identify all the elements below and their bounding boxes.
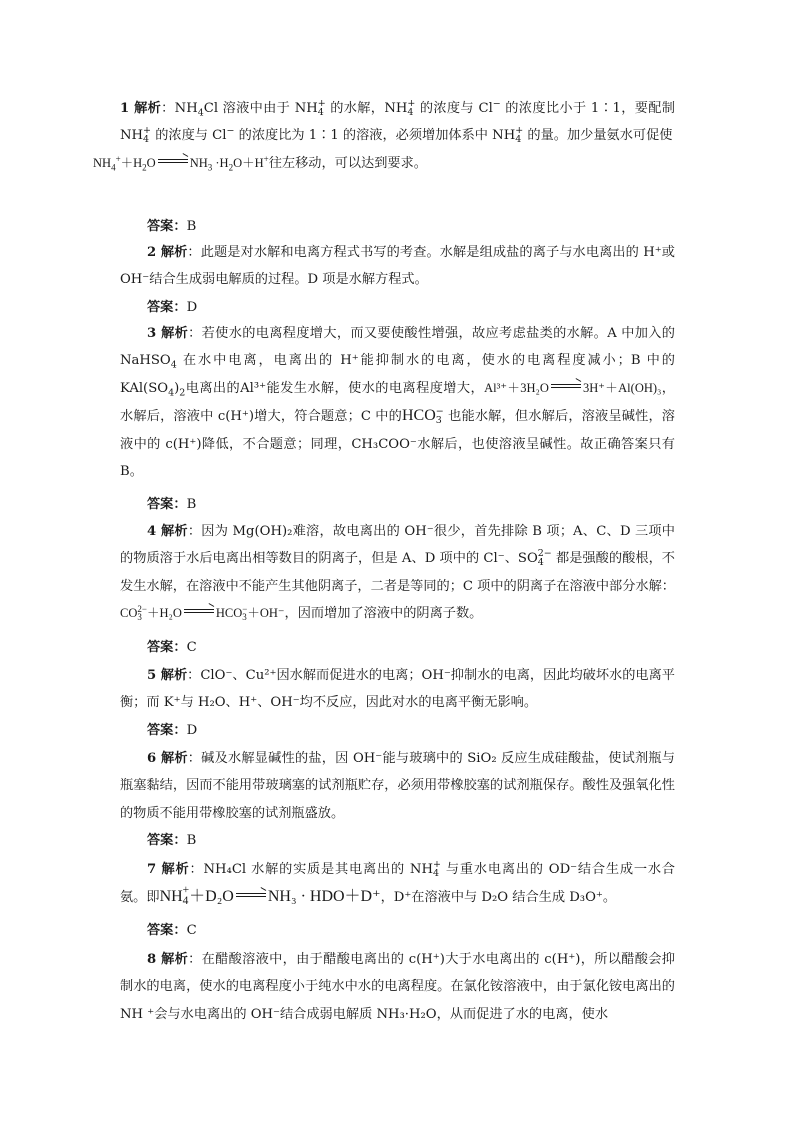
question-7-analysis: 7 解析：NH₄Cl 水解的实质是其电离出的 NH + 4 与重水电离出的 OD⁻结合生成一水合氨。即NH + 4 ＋D₂O NH₃ · HDO＋D⁺，D⁺在溶液中与 D₂O 结合生成 D₃O⁺。 (120, 858, 675, 908)
equilibrium-arrow-icon (551, 382, 581, 390)
answer-6: 答案：B (147, 833, 197, 848)
answer-3: 答案：B (147, 497, 197, 512)
question-3-analysis: 3 解析：若使水的电离程度增大，而又要使酸性增强，故应考虑盐类的水解。A 中加入的 NaHSO$_4$ 在水中电离，电离出的 H⁺能抑制水的电离，使水的电离程度减小；B 中的 $KAl(SO_4)_2$电离出的Al³⁺能发生水解，使水的电离程度增大，Al³⁺＋3H₂O 3H⁺＋Al(OH)₃，水解后，溶液中 c(H⁺)增大，符合题意；C 中的HCO − 3 也能水解，但水解后，溶液呈碱性，溶液中的 c(H⁺)降低，不合题意；同理，CH₃COO⁻水解后，也使溶液呈碱性。故正确答案只有 B。 (120, 326, 675, 480)
question-5-analysis: 5 解析：ClO⁻、Cu²⁺因水解而促进水的电离；OH⁻抑制水的电离，因此均破坏水的电离平衡；而 K⁺与 H₂O、H⁺、OH⁻均不反应，因此对水的电离平衡无影响。 (120, 668, 675, 711)
answer-2: 答案：D (147, 300, 198, 315)
equilibrium-arrow-icon (158, 157, 188, 165)
answer-7: 答案：C (147, 923, 197, 938)
equilibrium-arrow-icon (236, 891, 266, 899)
question-6-analysis: 6 解析：碱及水解显碱性的盐，因 OH⁻能与玻璃中的 SiO₂ 反应生成硅酸盐，使试剂瓶与瓶塞黏结，因而不能用带玻璃塞的试剂瓶贮存，必须用带橡胶塞的试剂瓶保存。酸性及强氧化性的物质不能用带橡胶塞的试剂瓶盛放。 (120, 751, 675, 821)
question-8-analysis: 8 解析：在醋酸溶液中，由于醋酸电离出的 c(H⁺)大于水电离出的 c(H⁺)，所以醋酸会抑制水的电离，使水的电离程度小于纯水中水的电离程度。在氯化铵溶液中，由于氯化铵电离出的 NH ⁺会与水电离出的 OH⁻结合成弱电解质 NH₃·H₂O，从而促进了水的电离，使水 (120, 952, 675, 1022)
equation-1: $NH_4^++H_2O$ $NH_3 \cdot H_2O+H^+$ (93, 153, 269, 173)
question-4-analysis: 4 解析：因为 Mg(OH)₂难溶，故电离出的 OH⁻很少，首先排除 B 项；A、C、D 三项中的物质溶于水后电离出相等数目的阴离子，但是 A、D 项中的 Cl⁻、SO 2− 4 都是强酸的酸根，不发生水解，在溶液中不能产生其他阴离子，二者是等同的；C 项中的阴离子在溶液中部分水解：CO 2− 3 ＋H₂O HCO − 3 ＋OH⁻，因而增加了溶液中的阴离子数。 (120, 524, 675, 623)
equilibrium-arrow-icon (184, 607, 214, 615)
answer-5: 答案：D (147, 723, 198, 738)
equation-7: NH + 4 ＋D₂O NH₃ · HDO＋D⁺ (159, 884, 381, 908)
question-2-analysis: 2 解析：此题是对水解和电离方程式书写的考查。水解是组成盐的离子与水电离出的 H⁺或 OH⁻结合生成弱电解质的过程。D 项是水解方程式。 (120, 245, 675, 288)
equation-4: CO 2− 3 ＋H₂O HCO − 3 ＋OH⁻ (120, 603, 285, 623)
answer-1: 答案：B (147, 219, 197, 234)
equation-3: Al³⁺＋3H₂O 3H⁺＋Al(OH)₃ (484, 381, 661, 395)
answer-4: 答案：C (147, 640, 197, 655)
question-1-analysis: 1 解析：$NH_4Cl$ 溶液中由于 NH + 4 的水解，NH + 4 的浓度与 Cl− 的浓度比小于 1∶1，要配制 NH + 4 的浓度与 Cl− 的浓度比为 1∶1 的溶液，必须增加体系中 NH + 4 的量。加少量氨水可促使 $NH_4^++H_2O$ $NH_3 \cdot H_2O+H^+$往左移动，可以达到要求。 (93, 97, 675, 173)
